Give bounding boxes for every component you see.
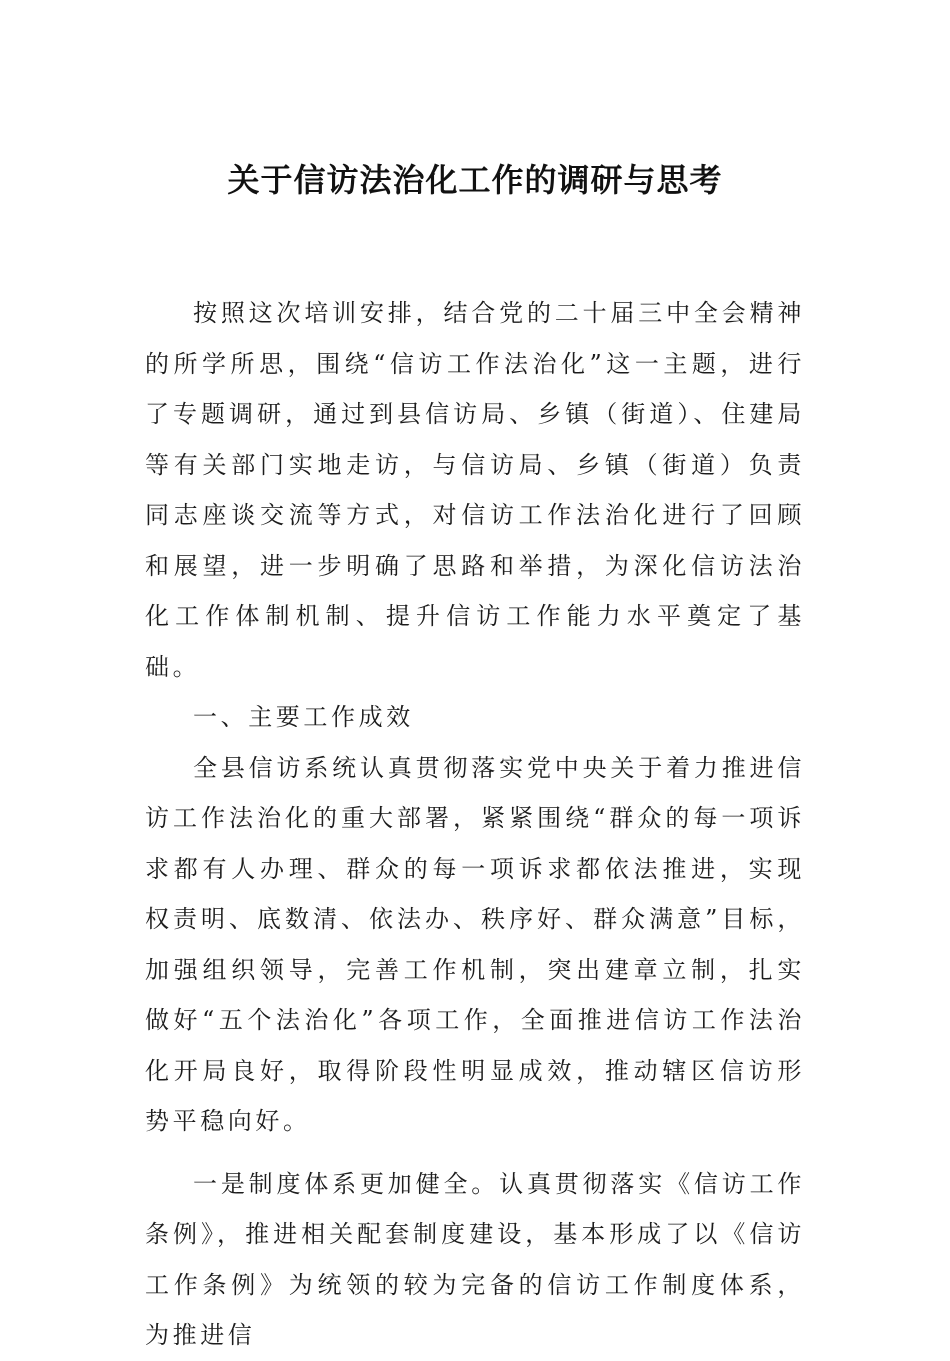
- system-paragraph: 一是制度体系更加健全。认真贯彻落实《信访工作条例》，推进相关配套制度建设，基本形成了以《信访工作条例》为统领的较为完备的信访工作制度体系，为推进信: [145, 1169, 805, 1349]
- achievements-paragraph: 全县信访系统认真贯彻落实党中央关于着力推进信访工作法治化的重大部署，紧紧围绕“群众的每一项诉求都有人办理、群众的每一项诉求都依法推进，实现权责明、底数清、依法办、秩序好、群众满意”目标，加强组织领导，完善工作机制，突出建章立制，扎实做好“五个法治化”各项工作，全面推进信访工作法治化开局良好，取得阶段性明显成效，推动辖区信访形势平稳向好。: [145, 753, 805, 1135]
- document-body: [145, 288, 805, 1361]
- document-title: 关于信访法治化工作的调研与思考: [227, 161, 723, 199]
- paragraph-spacer: [145, 1147, 805, 1159]
- intro-paragraph: 按照这次培训安排，结合党的二十届三中全会精神的所学所思，围绕“信访工作法治化”这一主题，进行了专题调研，通过到县信访局、乡镇（街道）、住建局等有关部门实地走访，与信访局、乡镇（街道）负责同志座谈交流等方式，对信访工作法治化进行了回顾和展望，进一步明确了思路和举措，为深化信访法治化工作体制机制、提升信访工作能力水平奠定了基础。: [145, 299, 805, 681]
- section-heading: 一、主要工作成效: [193, 703, 414, 731]
